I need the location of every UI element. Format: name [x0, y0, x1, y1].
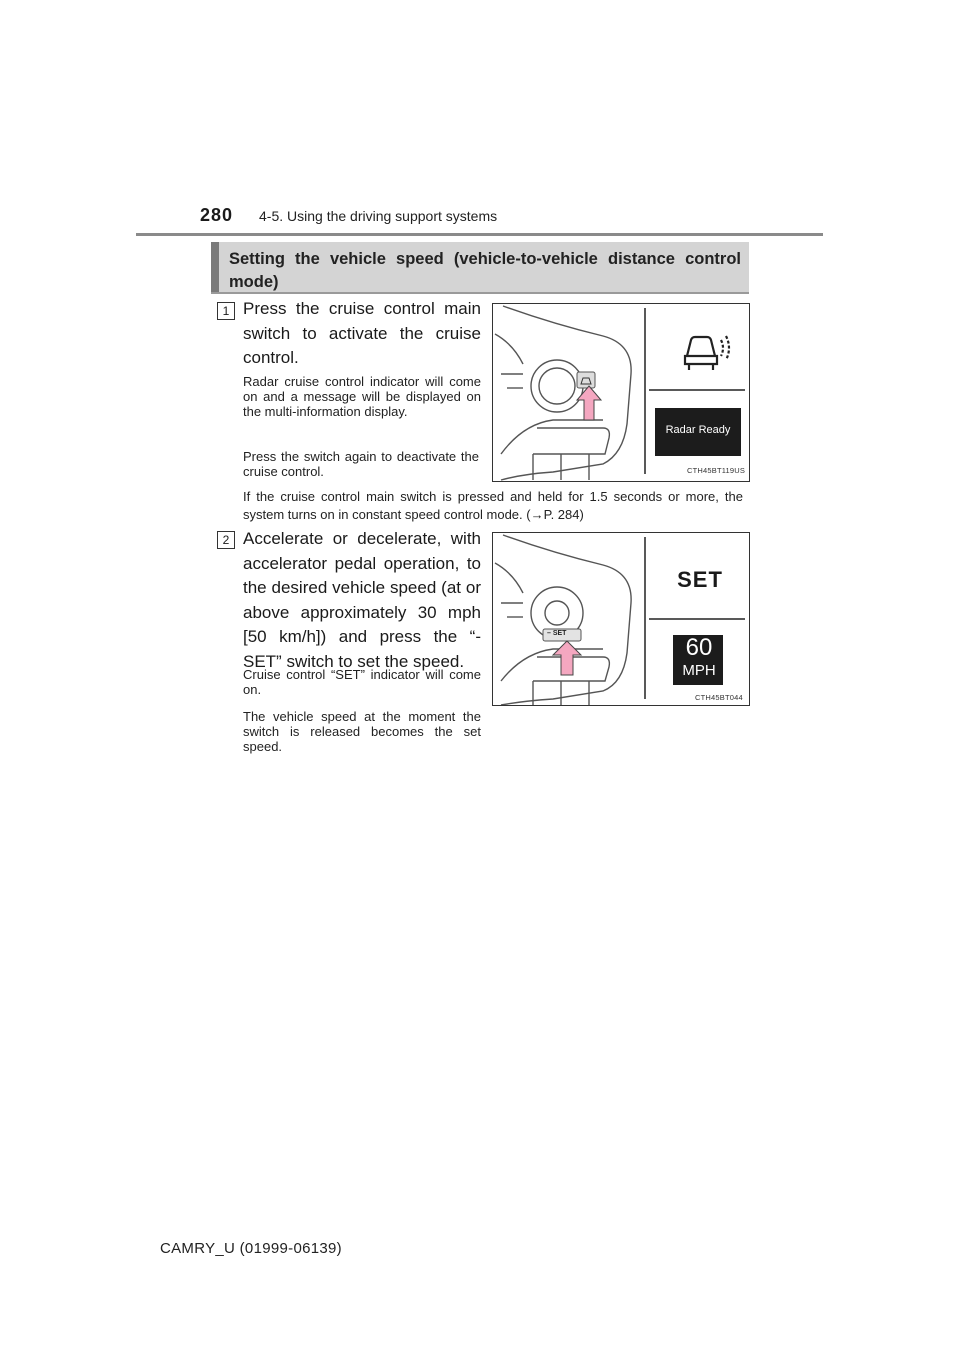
section-title: 4-5. Using the driving support systems — [259, 208, 498, 224]
step-1-full-note: If the cruise control main switch is pressed and held for 1.5 seconds or more, the system turns on in constant speed control mode. (→P. 284) — [243, 489, 743, 522]
switch-set-label: – SET — [547, 630, 567, 637]
step-1-note-1: Radar cruise control indicator will come on and a message will be displayed on the multi-information display. — [243, 374, 481, 420]
page-number: 280 — [200, 205, 234, 225]
step-1-instruction: Press the cruise control main switch to activate the cruise control. — [243, 299, 481, 367]
step-2-figure — [492, 532, 750, 706]
speed-value: 60 — [685, 634, 713, 661]
step-1-figure — [492, 303, 750, 482]
press-arrow-icon — [577, 386, 601, 420]
press-arrow-icon — [553, 641, 581, 675]
radar-cruise-indicator-icon — [685, 336, 729, 370]
step-2-badge: 2 — [217, 531, 235, 549]
footer-model-code: CAMRY_U (01999-06139) — [160, 1240, 342, 1257]
radar-ready-message: Radar Ready — [665, 424, 731, 436]
figure-2-code: CTH45BT044 — [695, 693, 743, 702]
step-1-badge: 1 — [217, 302, 235, 320]
figure-1-code: CTH45BT119US — [687, 466, 746, 475]
section-heading: Setting the vehicle speed (vehicle-to-vehicle distance control mode) — [211, 242, 749, 294]
step-2-note-2: The vehicle speed at the moment the switch is released becomes the set speed. — [243, 709, 481, 755]
step-2-instruction: Accelerate or decelerate, with accelerator pedal operation, to the desired vehicle speed (at or above approximately 30 mph [50 km/h]) and press the “-SET” switch to set the speed. — [243, 529, 481, 671]
set-indicator: SET — [677, 567, 723, 592]
step-2-note-1: Cruise control “SET” indicator will come on. — [243, 667, 481, 698]
step-1-note-2: Press the switch again to deactivate the cruise control. — [243, 449, 479, 480]
header-rule — [136, 233, 823, 236]
speed-unit: MPH — [682, 662, 716, 679]
